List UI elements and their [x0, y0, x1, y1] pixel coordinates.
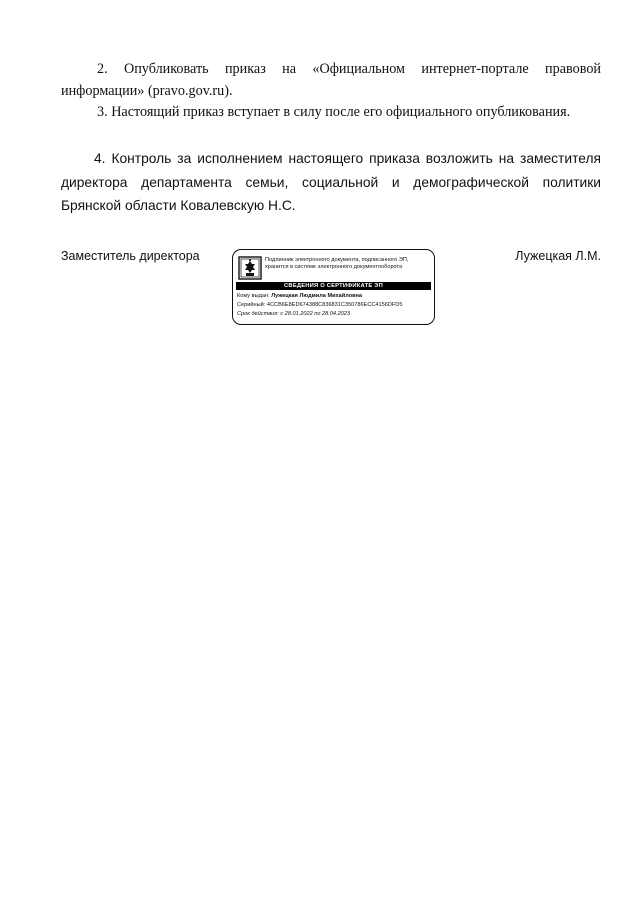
stamp-header: Подлинник электронного документа, подписанного ЭП, хранится в системе электронного документооборота [265, 257, 409, 270]
validity-value: с 28.01.2022 по 28.04.2023 [280, 311, 351, 317]
issued-to-line [237, 293, 433, 300]
serial-value: 4CCB6E8ED674388C836831C350786ECC4156DFD5 [266, 302, 403, 308]
e-signature-stamp [232, 249, 435, 325]
issued-to-label: Кому выдан: [237, 293, 270, 299]
validity-line [237, 311, 433, 318]
coat-of-arms-icon [238, 256, 262, 280]
paragraph-control: 4. Контроль за исполнением настоящего приказа возложить на заместителя директора департамента семьи, социальной и демографической политики Брянской области Ковалевскую Н.С. [61, 151, 601, 213]
signatory-position: Заместитель директора [61, 249, 200, 263]
serial-line [237, 302, 433, 309]
certificate-banner: СВЕДЕНИЯ О СЕРТИФИКАТЕ ЭП [236, 282, 431, 290]
paragraph-effective: 3. Настоящий приказ вступает в силу после его официального опубликования. [97, 104, 571, 120]
signatory-name: Лужецкая Л.М. [515, 249, 601, 263]
serial-label: Серийный: [237, 302, 266, 308]
validity-label: Срок действия: [237, 311, 279, 317]
paragraph-publish: 2. Опубликовать приказ на «Официальном интернет-портале правовой информации» (pravo.gov.ru). [61, 61, 601, 99]
issued-to-value: Лужецкая Людмила Михайловна [271, 293, 363, 299]
